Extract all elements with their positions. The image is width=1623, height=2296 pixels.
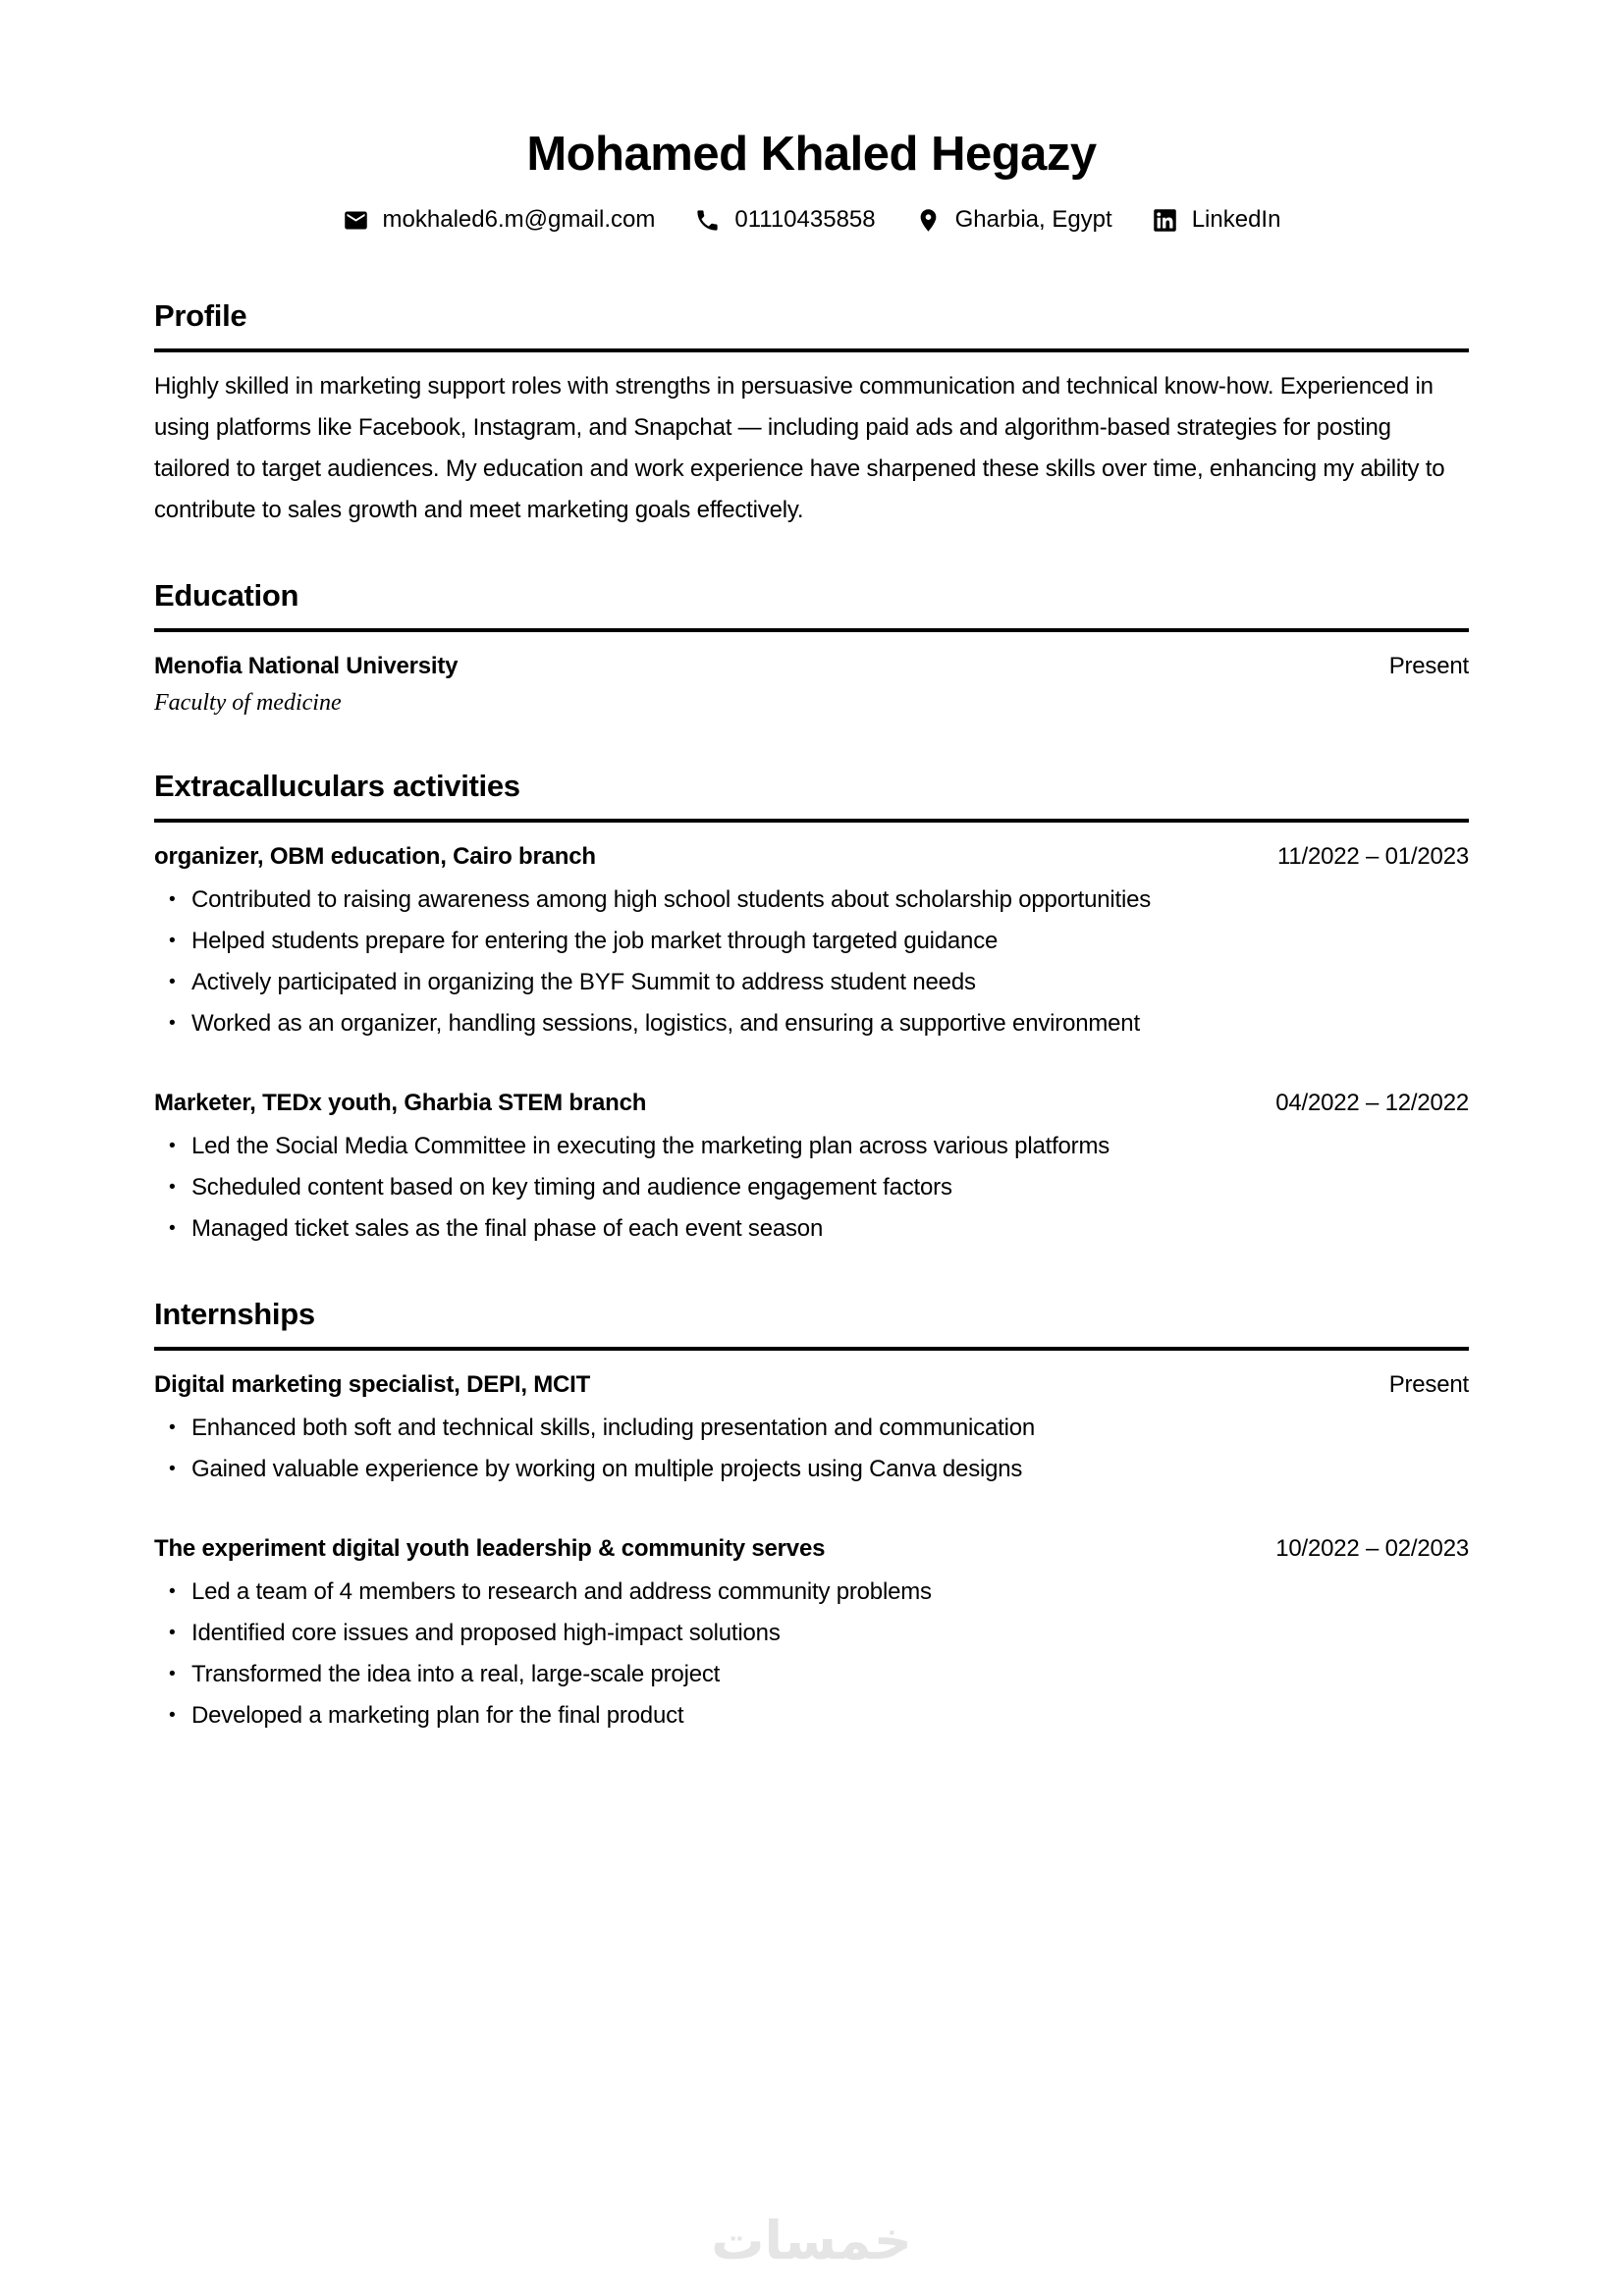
internship-entry-depi — [154, 1367, 1469, 1490]
bullet-item: • Led the Social Media Committee in executing the marketing plan across various platforms — [154, 1126, 1469, 1167]
page-title: Mohamed Khaled Hegazy — [526, 128, 1097, 181]
entry-date: Present — [1388, 1371, 1469, 1398]
entry-title: The experiment digital youth leadership & community serves — [154, 1535, 826, 1562]
section-education — [154, 576, 1469, 721]
entry-subtitle: Faculty of medicine — [154, 690, 342, 716]
contact-phone — [694, 206, 875, 234]
watermark-khamsat: خمسات — [711, 2210, 912, 2271]
entry-head — [154, 1531, 1469, 1567]
entry-title: Menofia National University — [154, 653, 459, 679]
entry-title: Digital marketing specialist, DEPI, MCIT — [154, 1371, 591, 1398]
contact-email-text: mokhaled6.m@gmail.com — [382, 206, 656, 233]
entry-head — [154, 1367, 1469, 1403]
bullet-item: • Contributed to raising awareness among high school students about scholarship opportunities — [154, 880, 1469, 921]
location-icon — [915, 207, 942, 234]
section-title-internships: Internships — [154, 1295, 1469, 1351]
bullet-item: • Led a team of 4 members to research and address community problems — [154, 1572, 1469, 1613]
contact-linkedin[interactable] — [1152, 206, 1281, 234]
entry-head — [154, 1086, 1469, 1121]
email-icon — [343, 207, 369, 234]
contact-email[interactable] — [343, 206, 656, 234]
contact-phone-text: 01110435858 — [734, 206, 876, 233]
bullet-item: • Helped students prepare for entering the job market through targeted guidance — [154, 921, 1469, 962]
section-title-profile: Profile — [154, 296, 1469, 352]
section-title-extracurriculars: Extracalluculars activities — [154, 767, 1469, 823]
internship-entry-experiment — [154, 1531, 1469, 1736]
entry-head — [154, 839, 1469, 875]
entry-date: 11/2022 – 01/2023 — [1276, 843, 1469, 870]
entry-bullets — [154, 1572, 1469, 1736]
contact-location — [915, 206, 1112, 234]
bullet-item: • Managed ticket sales as the final phase of each event season — [154, 1208, 1469, 1250]
bullet-item: • Actively participated in organizing the BYF Summit to address student needs — [154, 962, 1469, 1003]
entry-title: Marketer, TEDx youth, Gharbia STEM branch — [154, 1090, 647, 1116]
contact-location-text: Gharbia, Egypt — [954, 206, 1112, 233]
extracurricular-entry-obm — [154, 839, 1469, 1044]
bullet-item: • Transformed the idea into a real, large-scale project — [154, 1654, 1469, 1695]
linkedin-icon — [1152, 207, 1178, 234]
bullet-item: • Worked as an organizer, handling sessions, logistics, and ensuring a supportive environment — [154, 1003, 1469, 1044]
section-extracurriculars — [154, 767, 1469, 1250]
entry-bullets — [154, 1126, 1469, 1250]
bullet-item: • Identified core issues and proposed high-impact solutions — [154, 1613, 1469, 1654]
section-title-education: Education — [154, 576, 1469, 632]
entry-bullets — [154, 1408, 1469, 1490]
bullet-item: • Developed a marketing plan for the final product — [154, 1695, 1469, 1736]
section-internships — [154, 1295, 1469, 1736]
entry-date: 04/2022 – 12/2022 — [1275, 1090, 1469, 1116]
entry-date: Present — [1388, 653, 1469, 679]
entry-title: organizer, OBM education, Cairo branch — [154, 843, 596, 870]
education-entry — [154, 649, 1469, 721]
bullet-item: • Enhanced both soft and technical skills, including presentation and communication — [154, 1408, 1469, 1449]
contact-linkedin-text: LinkedIn — [1191, 206, 1281, 233]
profile-paragraph: Highly skilled in marketing support roles with strengths in persuasive communication and technical know-how. Experienced in using platforms like Facebook, Instagram, and Snapchat — including paid ads and algorithm-based strategies for posting tailored to target audiences. My education and work experience have sharpened these skills over time, enhancing my ability to contribute to sales growth and meet marketing goals effectively. — [154, 373, 1445, 523]
contact-row — [154, 206, 1469, 234]
extracurricular-entry-tedx — [154, 1086, 1469, 1250]
phone-icon — [694, 207, 721, 234]
entry-head — [154, 649, 1469, 684]
bullet-item: • Scheduled content based on key timing and audience engagement factors — [154, 1167, 1469, 1208]
section-profile — [154, 296, 1469, 531]
entry-date: 10/2022 – 02/2023 — [1275, 1535, 1469, 1562]
entry-bullets — [154, 880, 1469, 1044]
bullet-item: • Gained valuable experience by working on multiple projects using Canva designs — [154, 1449, 1469, 1490]
